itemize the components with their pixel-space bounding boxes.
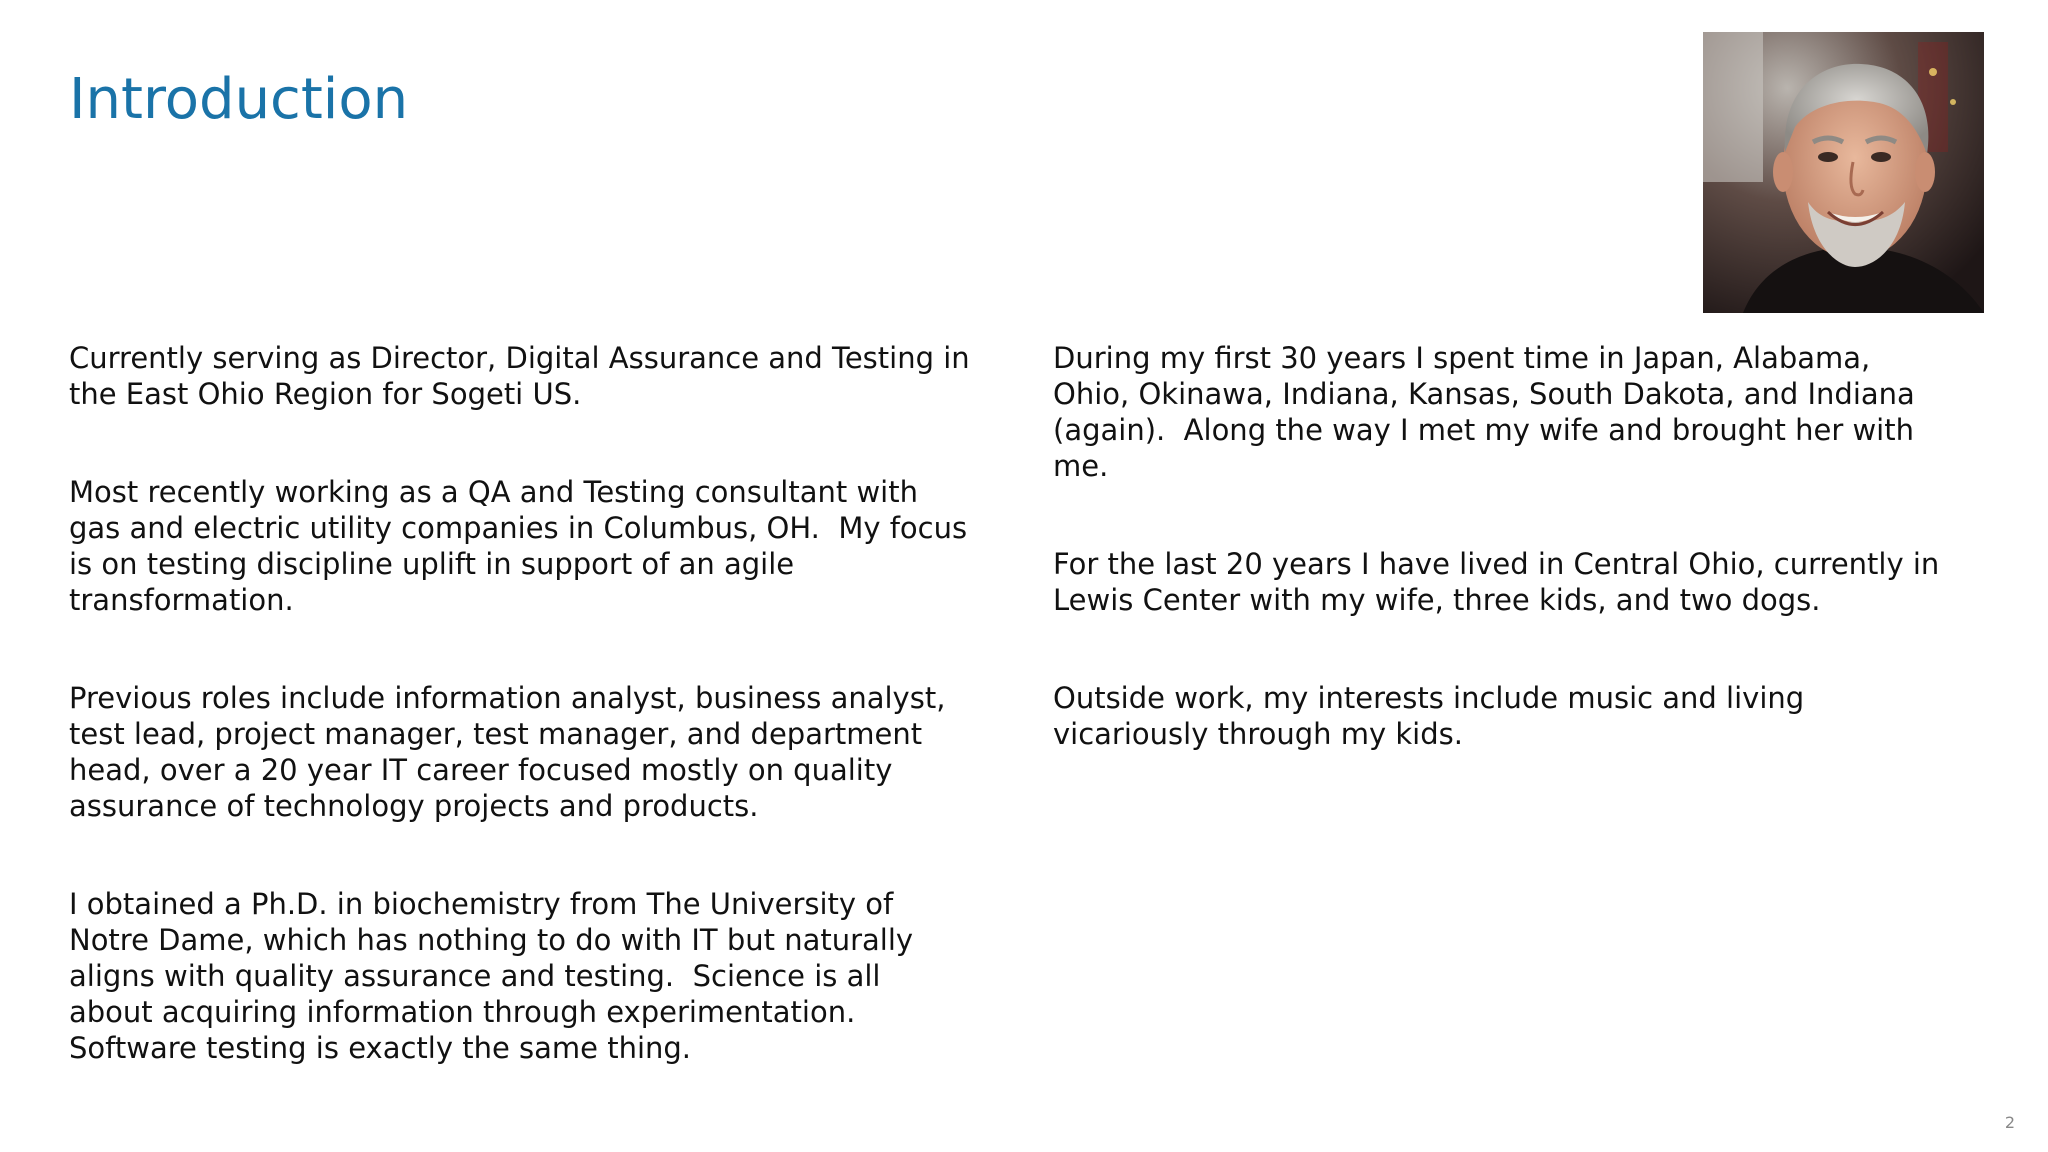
paragraph-education: I obtained a Ph.D. in biochemistry from The University of Notre Dame, which has nothing to do with IT but naturally aligns with quality assurance and testing. Science is all about acquiring information through experimentation. Software testing is exactly the same thing. [69, 887, 914, 1065]
portrait-photo [1703, 32, 1984, 313]
portrait-photo-icon [1703, 32, 1984, 313]
paragraph-previous-roles: Previous roles include information analyst, business analyst, test lead, project manager, test manager, and department head, over a 20 year IT career focused mostly on quality assurance of technology projects and products. [69, 681, 946, 823]
right-column [1053, 340, 2003, 752]
page-number: 2 [2004, 1113, 2015, 1132]
paragraph-early-years: During my first 30 years I spent time in Japan, Alabama, Ohio, Okinawa, Indiana, Kansas, South Dakota, and Indiana (again). Along the way I met my wife and brought her with me. [1053, 341, 1915, 483]
paragraph-current-role: Currently serving as Director, Digital Assurance and Testing in the East Ohio Region for Sogeti US. [69, 341, 970, 411]
slide-title: Introduction [69, 67, 409, 132]
paragraph-current-home: For the last 20 years I have lived in Central Ohio, currently in Lewis Center with my wife, three kids, and two dogs. [1053, 547, 1940, 617]
left-column [69, 340, 1019, 1066]
paragraph-recent-work: Most recently working as a QA and Testing consultant with gas and electric utility companies in Columbus, OH. My focus is on testing discipline uplift in support of an agile transformation. [69, 475, 968, 617]
paragraph-interests: Outside work, my interests include music and living vicariously through my kids. [1053, 681, 1805, 751]
